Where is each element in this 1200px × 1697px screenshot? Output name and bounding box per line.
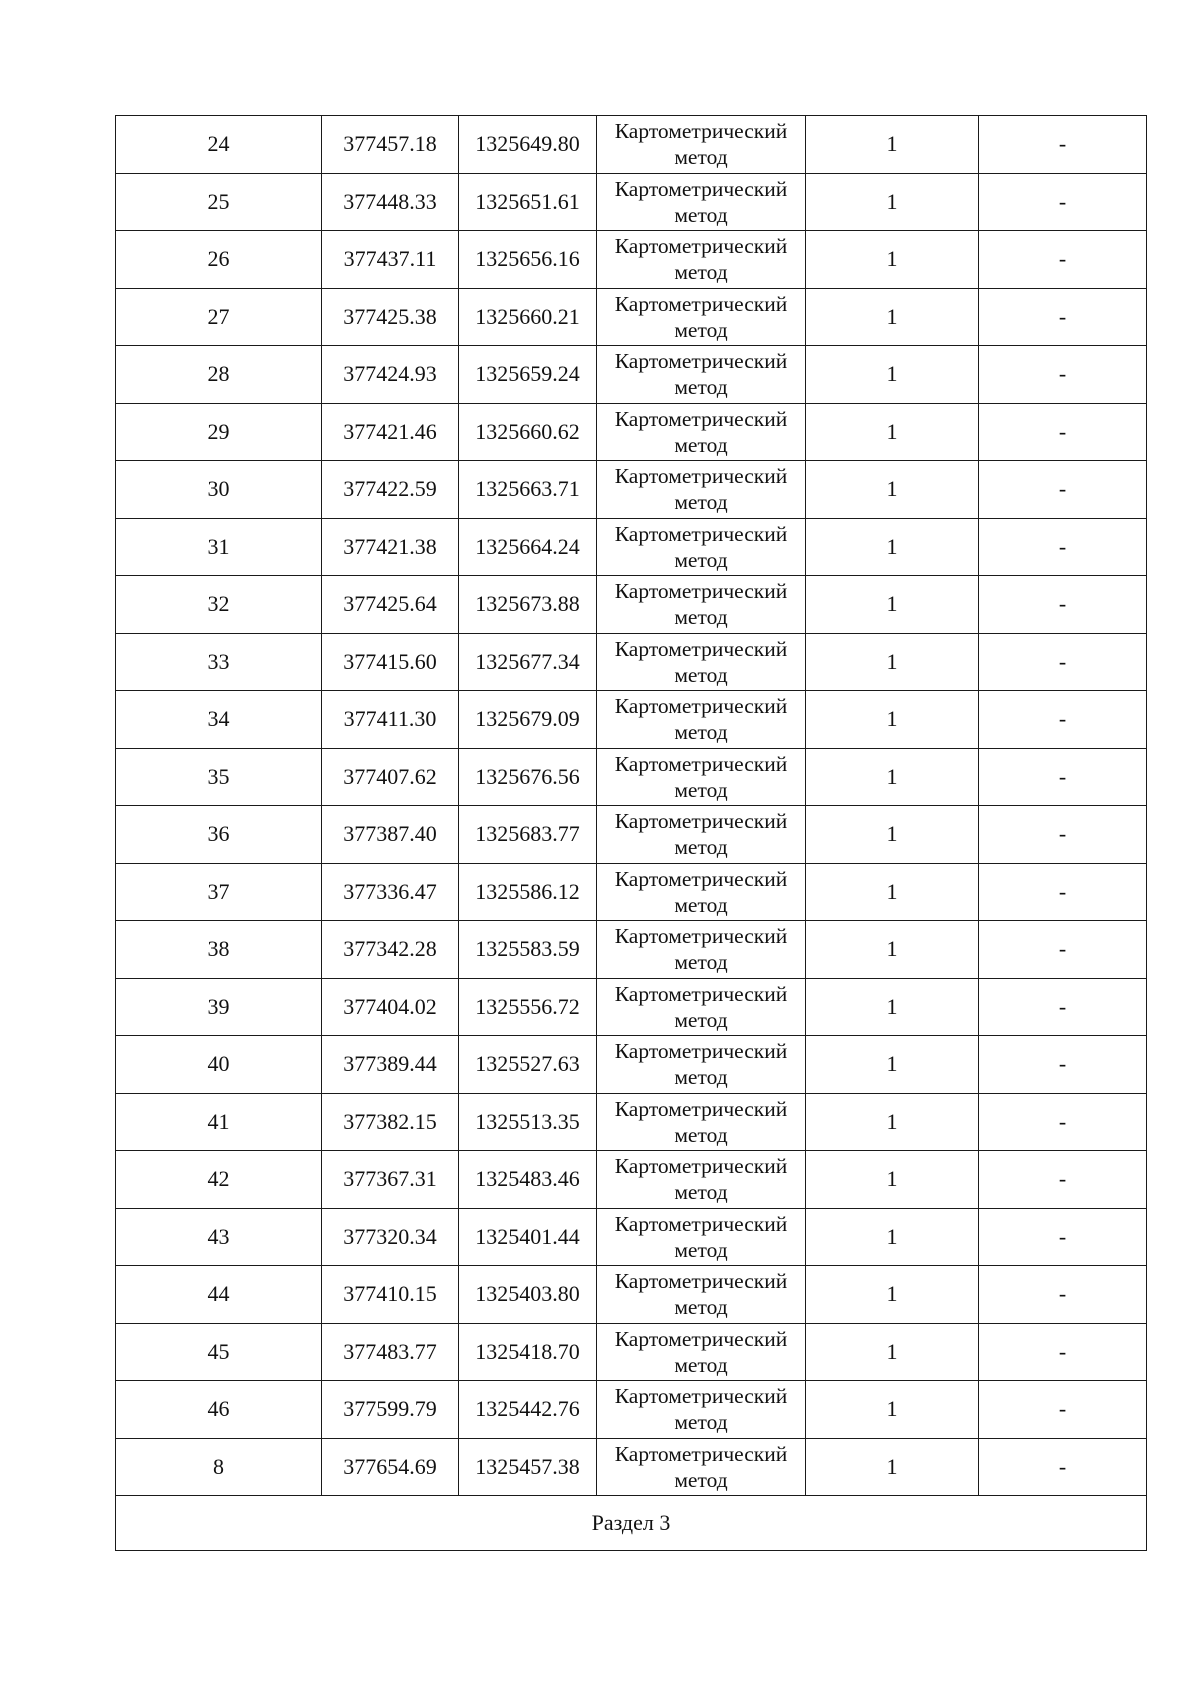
table-row [116, 461, 1147, 519]
x-coordinate-cell: 377336.47 [322, 863, 459, 921]
table-row [116, 173, 1147, 231]
point-number-cell: 37 [116, 863, 322, 921]
method-cell: Картометрический метод [597, 1208, 806, 1266]
y-coordinate-cell: 1325664.24 [459, 518, 597, 576]
method-cell: Картометрический метод [597, 1438, 806, 1496]
method-cell: Картометрический метод [597, 691, 806, 749]
note-cell: - [979, 288, 1147, 346]
point-number-cell: 39 [116, 978, 322, 1036]
section-heading-row [116, 1496, 1147, 1551]
table-row [116, 1208, 1147, 1266]
method-cell: Картометрический метод [597, 576, 806, 634]
accuracy-cell: 1 [806, 921, 979, 979]
accuracy-cell: 1 [806, 231, 979, 289]
table-row [116, 1381, 1147, 1439]
accuracy-cell: 1 [806, 633, 979, 691]
table-row [116, 288, 1147, 346]
method-cell: Картометрический метод [597, 116, 806, 174]
x-coordinate-cell: 377483.77 [322, 1323, 459, 1381]
method-cell: Картометрический метод [597, 1151, 806, 1209]
point-number-cell: 24 [116, 116, 322, 174]
method-cell: Картометрический метод [597, 1266, 806, 1324]
accuracy-cell: 1 [806, 1381, 979, 1439]
x-coordinate-cell: 377425.64 [322, 576, 459, 634]
y-coordinate-cell: 1325660.62 [459, 403, 597, 461]
note-cell: - [979, 461, 1147, 519]
note-cell: - [979, 1323, 1147, 1381]
note-cell: - [979, 1266, 1147, 1324]
note-cell: - [979, 1438, 1147, 1496]
x-coordinate-cell: 377654.69 [322, 1438, 459, 1496]
table-row [116, 346, 1147, 404]
point-number-cell: 30 [116, 461, 322, 519]
method-cell: Картометрический метод [597, 461, 806, 519]
accuracy-cell: 1 [806, 518, 979, 576]
method-cell: Картометрический метод [597, 921, 806, 979]
method-cell: Картометрический метод [597, 1323, 806, 1381]
y-coordinate-cell: 1325656.16 [459, 231, 597, 289]
y-coordinate-cell: 1325676.56 [459, 748, 597, 806]
method-cell: Картометрический метод [597, 978, 806, 1036]
note-cell: - [979, 518, 1147, 576]
table-row [116, 1093, 1147, 1151]
method-cell: Картометрический метод [597, 1036, 806, 1094]
point-number-cell: 42 [116, 1151, 322, 1209]
point-number-cell: 28 [116, 346, 322, 404]
table-row [116, 748, 1147, 806]
y-coordinate-cell: 1325659.24 [459, 346, 597, 404]
method-cell: Картометрический метод [597, 863, 806, 921]
x-coordinate-cell: 377448.33 [322, 173, 459, 231]
y-coordinate-cell: 1325442.76 [459, 1381, 597, 1439]
point-number-cell: 29 [116, 403, 322, 461]
accuracy-cell: 1 [806, 346, 979, 404]
point-number-cell: 33 [116, 633, 322, 691]
y-coordinate-cell: 1325403.80 [459, 1266, 597, 1324]
point-number-cell: 8 [116, 1438, 322, 1496]
note-cell: - [979, 116, 1147, 174]
accuracy-cell: 1 [806, 116, 979, 174]
y-coordinate-cell: 1325651.61 [459, 173, 597, 231]
table-row [116, 1266, 1147, 1324]
method-cell: Картометрический метод [597, 633, 806, 691]
point-number-cell: 31 [116, 518, 322, 576]
y-coordinate-cell: 1325586.12 [459, 863, 597, 921]
y-coordinate-cell: 1325677.34 [459, 633, 597, 691]
x-coordinate-cell: 377367.31 [322, 1151, 459, 1209]
method-cell: Картометрический метод [597, 231, 806, 289]
x-coordinate-cell: 377424.93 [322, 346, 459, 404]
point-number-cell: 35 [116, 748, 322, 806]
accuracy-cell: 1 [806, 691, 979, 749]
point-number-cell: 40 [116, 1036, 322, 1094]
method-cell: Картометрический метод [597, 1381, 806, 1439]
method-cell: Картометрический метод [597, 173, 806, 231]
point-number-cell: 27 [116, 288, 322, 346]
note-cell: - [979, 1381, 1147, 1439]
y-coordinate-cell: 1325418.70 [459, 1323, 597, 1381]
y-coordinate-cell: 1325673.88 [459, 576, 597, 634]
note-cell: - [979, 748, 1147, 806]
note-cell: - [979, 576, 1147, 634]
table-row [116, 116, 1147, 174]
point-number-cell: 36 [116, 806, 322, 864]
x-coordinate-cell: 377421.46 [322, 403, 459, 461]
accuracy-cell: 1 [806, 748, 979, 806]
table-row [116, 978, 1147, 1036]
x-coordinate-cell: 377407.62 [322, 748, 459, 806]
table-row [116, 691, 1147, 749]
note-cell: - [979, 1208, 1147, 1266]
x-coordinate-cell: 377410.15 [322, 1266, 459, 1324]
point-number-cell: 45 [116, 1323, 322, 1381]
x-coordinate-cell: 377387.40 [322, 806, 459, 864]
point-number-cell: 25 [116, 173, 322, 231]
note-cell: - [979, 633, 1147, 691]
point-number-cell: 38 [116, 921, 322, 979]
method-cell: Картометрический метод [597, 403, 806, 461]
note-cell: - [979, 403, 1147, 461]
x-coordinate-cell: 377404.02 [322, 978, 459, 1036]
x-coordinate-cell: 377320.34 [322, 1208, 459, 1266]
table-row [116, 231, 1147, 289]
accuracy-cell: 1 [806, 403, 979, 461]
table-row [116, 921, 1147, 979]
y-coordinate-cell: 1325583.59 [459, 921, 597, 979]
note-cell: - [979, 806, 1147, 864]
y-coordinate-cell: 1325401.44 [459, 1208, 597, 1266]
point-number-cell: 41 [116, 1093, 322, 1151]
point-number-cell: 26 [116, 231, 322, 289]
x-coordinate-cell: 377389.44 [322, 1036, 459, 1094]
point-number-cell: 34 [116, 691, 322, 749]
note-cell: - [979, 691, 1147, 749]
coordinates-table-body [116, 116, 1147, 1551]
accuracy-cell: 1 [806, 1266, 979, 1324]
method-cell: Картометрический метод [597, 1093, 806, 1151]
note-cell: - [979, 1093, 1147, 1151]
y-coordinate-cell: 1325556.72 [459, 978, 597, 1036]
table-row [116, 576, 1147, 634]
y-coordinate-cell: 1325513.35 [459, 1093, 597, 1151]
note-cell: - [979, 173, 1147, 231]
point-number-cell: 44 [116, 1266, 322, 1324]
table-row [116, 1323, 1147, 1381]
accuracy-cell: 1 [806, 288, 979, 346]
note-cell: - [979, 1151, 1147, 1209]
x-coordinate-cell: 377411.30 [322, 691, 459, 749]
y-coordinate-cell: 1325683.77 [459, 806, 597, 864]
x-coordinate-cell: 377421.38 [322, 518, 459, 576]
note-cell: - [979, 921, 1147, 979]
table-row [116, 403, 1147, 461]
x-coordinate-cell: 377457.18 [322, 116, 459, 174]
y-coordinate-cell: 1325679.09 [459, 691, 597, 749]
y-coordinate-cell: 1325457.38 [459, 1438, 597, 1496]
note-cell: - [979, 1036, 1147, 1094]
note-cell: - [979, 978, 1147, 1036]
x-coordinate-cell: 377422.59 [322, 461, 459, 519]
accuracy-cell: 1 [806, 806, 979, 864]
x-coordinate-cell: 377437.11 [322, 231, 459, 289]
x-coordinate-cell: 377599.79 [322, 1381, 459, 1439]
table-row [116, 1151, 1147, 1209]
table-row [116, 1036, 1147, 1094]
point-number-cell: 43 [116, 1208, 322, 1266]
x-coordinate-cell: 377382.15 [322, 1093, 459, 1151]
table-row [116, 863, 1147, 921]
y-coordinate-cell: 1325660.21 [459, 288, 597, 346]
y-coordinate-cell: 1325649.80 [459, 116, 597, 174]
table-row [116, 633, 1147, 691]
point-number-cell: 46 [116, 1381, 322, 1439]
accuracy-cell: 1 [806, 863, 979, 921]
accuracy-cell: 1 [806, 1151, 979, 1209]
note-cell: - [979, 346, 1147, 404]
accuracy-cell: 1 [806, 1323, 979, 1381]
note-cell: - [979, 231, 1147, 289]
accuracy-cell: 1 [806, 576, 979, 634]
method-cell: Картометрический метод [597, 748, 806, 806]
point-number-cell: 32 [116, 576, 322, 634]
x-coordinate-cell: 377415.60 [322, 633, 459, 691]
section-heading: Раздел 3 [116, 1496, 1147, 1551]
method-cell: Картометрический метод [597, 518, 806, 576]
coordinates-table [115, 115, 1147, 1551]
y-coordinate-cell: 1325527.63 [459, 1036, 597, 1094]
table-row [116, 1438, 1147, 1496]
accuracy-cell: 1 [806, 1438, 979, 1496]
y-coordinate-cell: 1325663.71 [459, 461, 597, 519]
accuracy-cell: 1 [806, 1208, 979, 1266]
method-cell: Картометрический метод [597, 346, 806, 404]
method-cell: Картометрический метод [597, 806, 806, 864]
x-coordinate-cell: 377425.38 [322, 288, 459, 346]
method-cell: Картометрический метод [597, 288, 806, 346]
x-coordinate-cell: 377342.28 [322, 921, 459, 979]
accuracy-cell: 1 [806, 1093, 979, 1151]
y-coordinate-cell: 1325483.46 [459, 1151, 597, 1209]
note-cell: - [979, 863, 1147, 921]
table-row [116, 518, 1147, 576]
accuracy-cell: 1 [806, 173, 979, 231]
accuracy-cell: 1 [806, 1036, 979, 1094]
accuracy-cell: 1 [806, 978, 979, 1036]
table-row [116, 806, 1147, 864]
accuracy-cell: 1 [806, 461, 979, 519]
